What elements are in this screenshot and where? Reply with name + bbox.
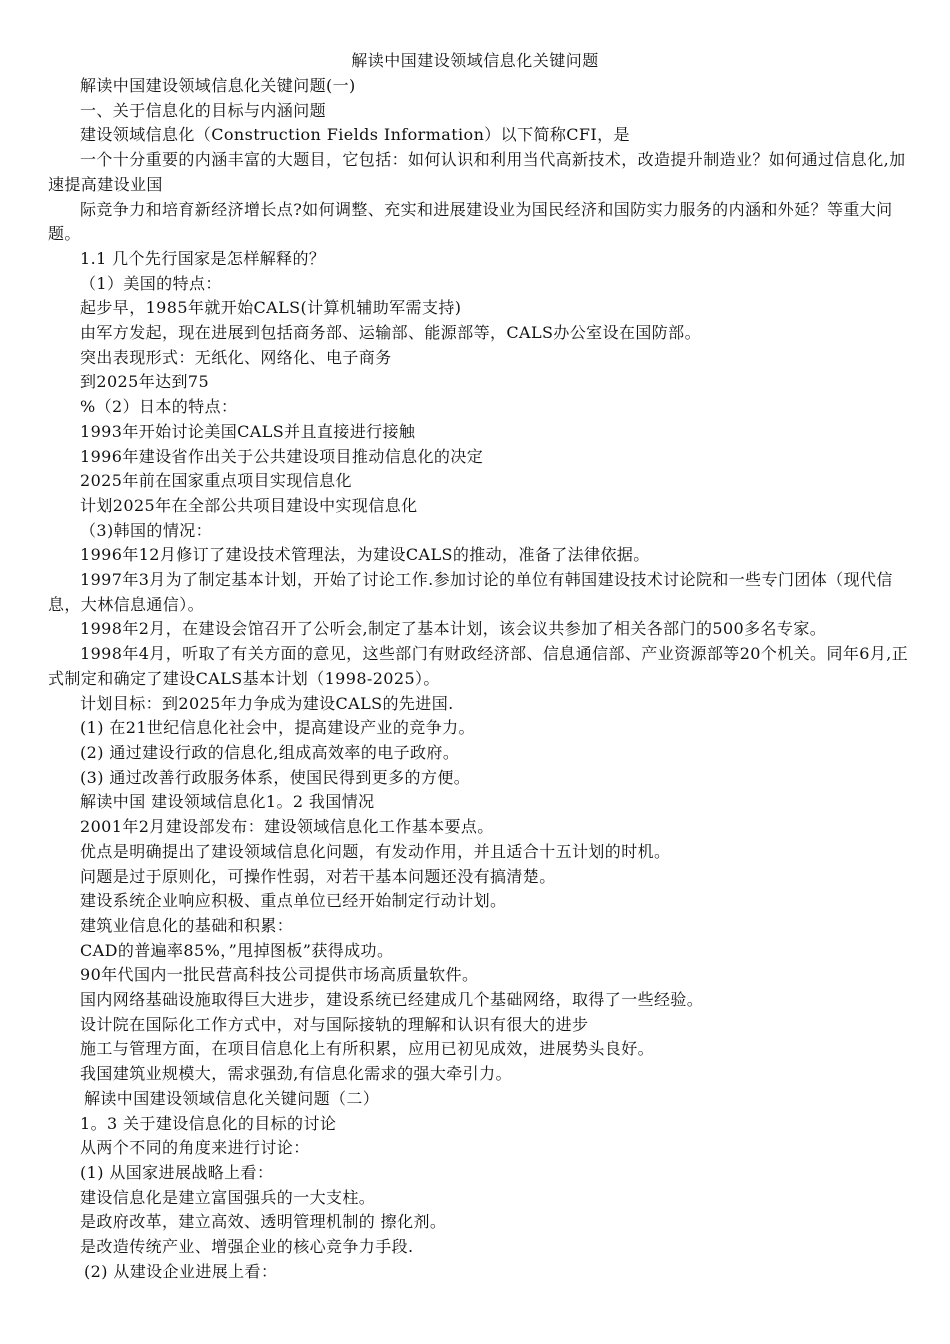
- section-heading: 1。3 关于建设信息化的目标的讨论: [80, 1113, 337, 1133]
- section-heading: 1.1 几个先行国家是怎样解释的？: [80, 248, 326, 268]
- section-heading: 解读中国建设领域信息化关键问题（二）: [84, 1088, 380, 1108]
- paragraph: 从两个不同的角度来进行讨论：: [80, 1138, 310, 1158]
- paragraph: 国内网络基础设施取得巨大进步，建设系统已经建成几个基础网络，取得了一些经验。: [80, 990, 704, 1010]
- paragraph: 设计院在国际化工作方式中，对与国际接轨的理解和认识有很大的进步: [80, 1014, 589, 1034]
- list-item: (2) 从建设企业进展上看：: [84, 1261, 278, 1281]
- paragraph: 1998年2月，在建设会馆召开了公听会,制定了基本计划，该会议共参加了相关各部门的500多名专家。: [80, 619, 827, 639]
- paragraph: 2001年2月建设部发布：建设领域信息化工作基本要点。: [80, 817, 494, 837]
- paragraph: 建设系统企业响应积极、重点单位已经开始制定行动计划。: [80, 891, 507, 911]
- paragraph: 是改造传统产业、增强企业的核心竞争力手段.: [80, 1237, 414, 1257]
- document-body: [48, 74, 918, 1284]
- paragraph: 2025年前在国家重点项目实现信息化: [80, 471, 352, 491]
- paragraph: 1996年建设省作出关于公共建设项目推动信息化的决定: [80, 446, 484, 466]
- paragraph: 90年代国内一批民营高科技公司提供市场高质量软件。: [80, 965, 479, 985]
- paragraph: 施工与管理方面，在项目信息化上有所积累，应用已初见成效，进展势头良好。: [80, 1039, 655, 1059]
- paragraph: 1997年3月为了制定基本计划，开始了讨论工作.参加讨论的单位有韩国建设技术讨论院和一些专门团体（现代信息，大林信息通信）。: [48, 570, 893, 614]
- paragraph: 1993年开始讨论美国CALS并且直接进行接触: [80, 421, 416, 441]
- paragraph: 我国建筑业规模大，需求强劲,有信息化需求的强大牵引力。: [80, 1064, 512, 1084]
- document-title: 解读中国建设领域信息化关键问题: [351, 51, 599, 70]
- paragraph: 问题是过于原则化，可操作性弱，对若干基本问题还没有搞清楚。: [80, 866, 556, 886]
- paragraph: CAD的普遍率85%，”甩掉图板”获得成功。: [80, 940, 394, 960]
- paragraph: （3)韩国的情况：: [80, 520, 213, 540]
- paragraph: 1998年4月，听取了有关方面的意见，这些部门有财政经济部、信息通信部、产业资源部等20个机关。同年6月,正式制定和确定了建设CALS基本计划（1998-2025）。: [48, 644, 909, 688]
- paragraph: 建设领域信息化（Construction Fields Information）以下简称CFI，是: [80, 125, 630, 145]
- paragraph: 1996年12月修订了建设技术管理法，为建设CALS的推动，准备了法律依据。: [80, 545, 650, 565]
- paragraph: 一个十分重要的内涵丰富的大题目，它包括：如何认识和利用当代高新技术，改造提升制造业？如何通过信息化,加速提高建设业国: [48, 150, 906, 194]
- section-heading: 一、关于信息化的目标与内涵问题: [80, 100, 327, 120]
- paragraph: 建设信息化是建立富国强兵的一大支柱。: [80, 1187, 376, 1207]
- section-heading: 解读中国建设领域信息化关键问题(一): [80, 76, 356, 95]
- paragraph: 计划2025年在全部公共项目建设中实现信息化: [80, 495, 418, 515]
- section-heading: 解读中国 建设领域信息化1。2 我国情况: [80, 792, 375, 812]
- paragraph: （1）美国的特点：: [80, 273, 222, 293]
- list-item: (2) 通过建设行政的信息化,组成高效率的电子政府。: [80, 742, 460, 762]
- paragraph: 是政府改革，建立高效、透明管理机制的 擦化剂。: [80, 1212, 447, 1232]
- paragraph: 起步早，1985年就开始CALS(计算机辅助军需支持): [80, 298, 462, 318]
- list-item: (3) 通过改善行政服务体系，使国民得到更多的方便。: [80, 767, 471, 787]
- paragraph: 突出表现形式：无纸化、网络化、电子商务: [80, 347, 392, 367]
- paragraph: 际竞争力和培育新经济增长点?如何调整、充实和进展建设业为国民经济和国防实力服务的内涵和外延？等重大问题。: [48, 199, 893, 244]
- paragraph: 建筑业信息化的基础和积累：: [80, 915, 294, 935]
- paragraph: 计划目标：到2025年力争成为建设CALS的先进国.: [80, 693, 454, 713]
- paragraph: %（2）日本的特点：: [80, 397, 238, 417]
- paragraph: 到2025年达到75: [80, 372, 210, 392]
- list-item: (1) 在21世纪信息化社会中，提高建设产业的竞争力。: [80, 718, 475, 738]
- paragraph: 优点是明确提出了建设领域信息化问题，有发动作用，并且适合十五计划的时机。: [80, 841, 671, 861]
- paragraph: 由军方发起，现在进展到包括商务部、运输部、能源部等，CALS办公室设在国防部。: [80, 323, 701, 343]
- list-item: (1) 从国家进展战略上看：: [80, 1162, 274, 1182]
